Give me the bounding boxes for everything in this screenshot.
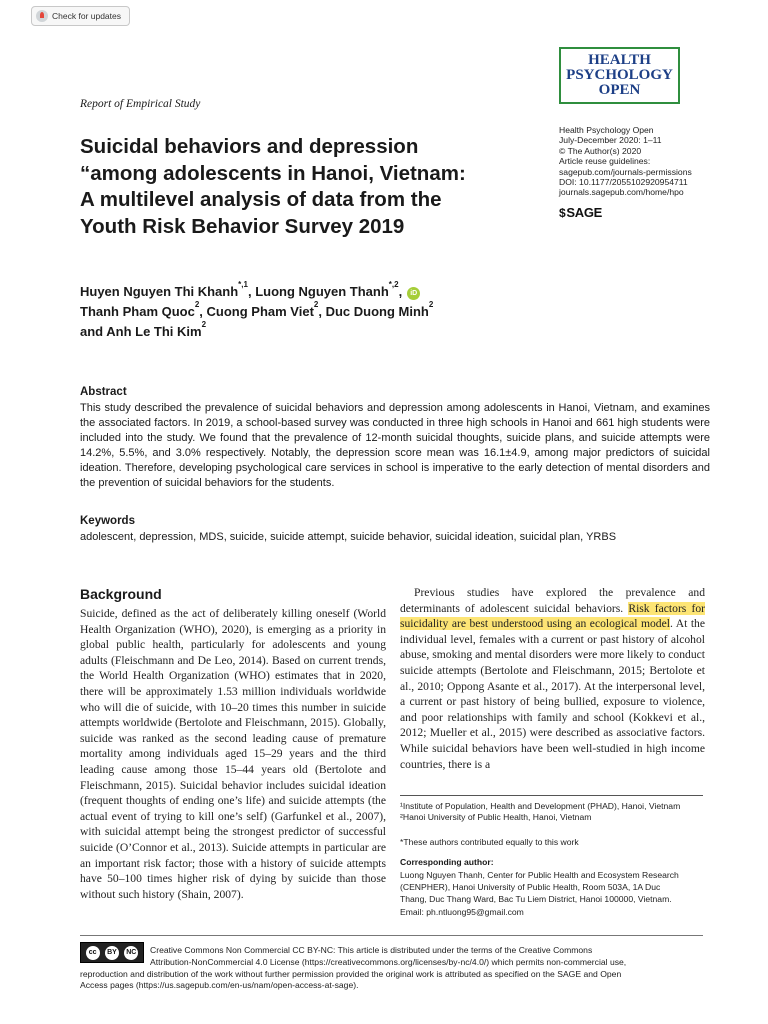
author-line — [80, 322, 433, 342]
license-line: Attribution-NonCommercial 4.0 License (https://creativecommons.org/licenses/by-nc/4.0/) which permits non-commercial use, — [150, 956, 627, 967]
license-line: Access pages (https://us.sagepub.com/en-us/nam/open-access-at-sage). — [80, 980, 359, 991]
author-line — [80, 282, 433, 302]
affiliation: ¹Institute of Population, Health and Development (PHAD), Hanoi, Vietnam — [400, 801, 681, 811]
license-line: Creative Commons Non Commercial CC BY-NC: This article is distributed under the terms of the Creative Commons — [150, 945, 593, 955]
footnote-divider — [400, 795, 703, 796]
author-affiliation-mark: 2 — [313, 300, 319, 309]
crossmark-icon — [36, 10, 48, 22]
author-list — [80, 282, 433, 342]
body-paragraph: Suicide, defined as the act of deliberately killing oneself (World Health Organization (WHO), 2020), is emerging as a priority in global public health, particularly for adolescents and young adults (Fleischmann and De Leo, 2014). Based on current trends, the World Health Organization (WHO) estimates that in 2020, there will be approximately 1.53 million individuals worldwide who will die of suicide, with 10–20 times this number in suicide attempts worldwide (Bertolote and Fleischmann, 2015). Globally, suicide was ranked as the second leading cause of premature mortality among individuals aged 15–29 years and the third leading cause among those 15–44 years old (Bertolote and Fleischmann, 2015). Suicidal behavior includes suicidal ideation (frequent thoughts of ending one’s life) and suicide attempts (the actual event of trying to kill one’s self) (Garfunkel et al., 2007), with suicidal attempt being the strongest predictor of successful suicide (O’Connor et al., 2013). Suicide attempts in particular are an important risk factor; those with a history of suicide attempts have 50–100 times higher risk of dying by suicide than those without such history (Shain, 2007). — [80, 607, 386, 901]
title-line: A multilevel analysis of data from the — [80, 188, 442, 211]
abstract-text: This study described the prevalence of suicidal behaviors and depression among adolescents in Hanoi, Vietnam, and examines the associated factors. In 2019, a school-based survey was conducted in three high schools in Hanoi and 661 high students were included into the study. We found that the prevalence of 12-month suicidal thoughts, suicide plans, and suicide attempts were 14.2%, 5.5%, and 3.0% respectively. Notably, the depression score mean was 16.1±4.9, among major predictors of suicidal ideation. Therefore, developing psychological care services in school is imperative to the early detection of mental disorders and the prevention of suicidal behaviors for the students. — [80, 402, 710, 490]
doi[interactable]: DOI: 10.1177/2055102920954711 — [559, 177, 688, 188]
author-name: Huyen Nguyen Thi Khanh — [80, 284, 239, 299]
title-line: Suicidal behaviors and depression — [80, 135, 419, 158]
nc-icon: NC — [124, 946, 138, 960]
author-name: , Cuong Pham Viet — [199, 304, 314, 319]
title-line: “among adolescents in Hanoi, Vietnam: — [80, 161, 466, 185]
license-line: reproduction and distribution of the work without further permission provided the original work is attributed as specified on the SAGE and Open — [80, 968, 622, 979]
license-divider — [80, 935, 703, 936]
affiliation: ²Hanoi University of Public Health, Hanoi, Vietnam — [400, 811, 592, 822]
license-text — [80, 945, 703, 992]
journal-logo-line: OPEN — [598, 82, 641, 98]
corresponding-line: Luong Nguyen Thanh, Center for Public Health and Ecosystem Research — [400, 870, 679, 880]
publisher-logo — [559, 205, 602, 220]
author-affiliation-mark: 2 — [201, 320, 207, 329]
author-name: , Duc Duong Minh — [318, 304, 429, 319]
article-title — [80, 134, 540, 240]
author-line — [80, 302, 433, 322]
author-affiliation-mark: 2 — [194, 300, 200, 309]
keywords-text: adolescent, depression, MDS, suicide, suicide attempt, suicide behavior, suicidal ideation, suicidal plan, YRBS — [80, 531, 617, 543]
author-affiliation-mark: 2 — [428, 300, 434, 309]
corresponding-email[interactable]: Email: ph.ntluong95@gmail.com — [400, 906, 524, 917]
corresponding-line: (CENPHER), Hanoi University of Public Health, Room 503A, 1A Duc — [400, 882, 661, 893]
author-affiliation-mark: *,2 — [388, 280, 399, 289]
article-type: Report of Empirical Study — [80, 98, 201, 110]
author-name: Thanh Pham Quoc — [80, 304, 195, 319]
journal-metadata — [559, 125, 692, 198]
cc-icon: cc — [86, 946, 100, 960]
by-icon: BY — [105, 946, 119, 960]
orcid-icon[interactable]: iD — [407, 287, 420, 300]
body-column-left — [80, 606, 386, 902]
journal-issue: July-December 2020: 1–11 — [559, 135, 662, 146]
affiliations — [400, 801, 680, 822]
corresponding-author-heading: Corresponding author: — [400, 857, 494, 867]
sage-logo-icon: $ — [559, 205, 566, 220]
journal-logo-line: PSYCHOLOGY — [566, 67, 673, 83]
journal-logo — [559, 47, 680, 104]
body-paragraph — [400, 585, 705, 772]
background-heading: Background — [80, 586, 162, 602]
permissions-link[interactable]: sagepub.com/journals-permissions — [559, 166, 692, 177]
equal-contribution-note: *These authors contributed equally to this work — [400, 837, 579, 847]
check-for-updates-label: Check for updates — [52, 11, 121, 21]
highlighted-text[interactable]: Risk factors for suicidality are best understood using an ecological model — [400, 601, 706, 631]
reuse-guidelines: Article reuse guidelines: — [559, 156, 651, 167]
author-separator: , — [398, 284, 403, 299]
journal-name: Health Psychology Open — [559, 125, 654, 135]
keywords-heading: Keywords — [80, 515, 135, 527]
corresponding-author-details — [400, 869, 679, 918]
journal-logo-line: HEALTH — [588, 52, 651, 68]
journal-homepage-link[interactable]: journals.sagepub.com/home/hpo — [559, 187, 684, 198]
body-column-right — [400, 585, 705, 772]
author-affiliation-mark: *,1 — [238, 280, 248, 289]
corresponding-line: Thang, Duc Thang Ward, Bac Tu Liem District, Hanoi 100000, Vietnam. — [400, 894, 672, 905]
paragraph-text: . At the individual level, females with a current or past history of alcohol abuse, smoking and mental disorders were more likely to conduct suicide attempts (Bertolote and Fleischmann, 2015; Bertolote et al., 2010; Oppong Asante et al., 2017). At the interpersonal level, a current or past history of being bullied, exposure to violence, and poor relationships with family and school (Kokkevi et al., 2012; Mueller et al., 2015) were described as associative factors. While suicidal behaviors have been well-studied in high income countries, there is a — [400, 617, 705, 771]
publisher-name: SAGE — [566, 205, 603, 220]
copyright: © The Author(s) 2020 — [559, 145, 642, 156]
title-line: Youth Risk Behavior Survey 2019 — [80, 214, 405, 238]
author-name: , Luong Nguyen Thanh — [247, 284, 389, 299]
abstract-heading: Abstract — [80, 386, 127, 398]
paragraph-text: Previous studies have explored the prevalence and determinants of adolescent suicidal behaviors. — [400, 586, 705, 615]
author-name: and Anh Le Thi Kim — [80, 324, 202, 339]
check-for-updates-button[interactable] — [31, 6, 130, 26]
